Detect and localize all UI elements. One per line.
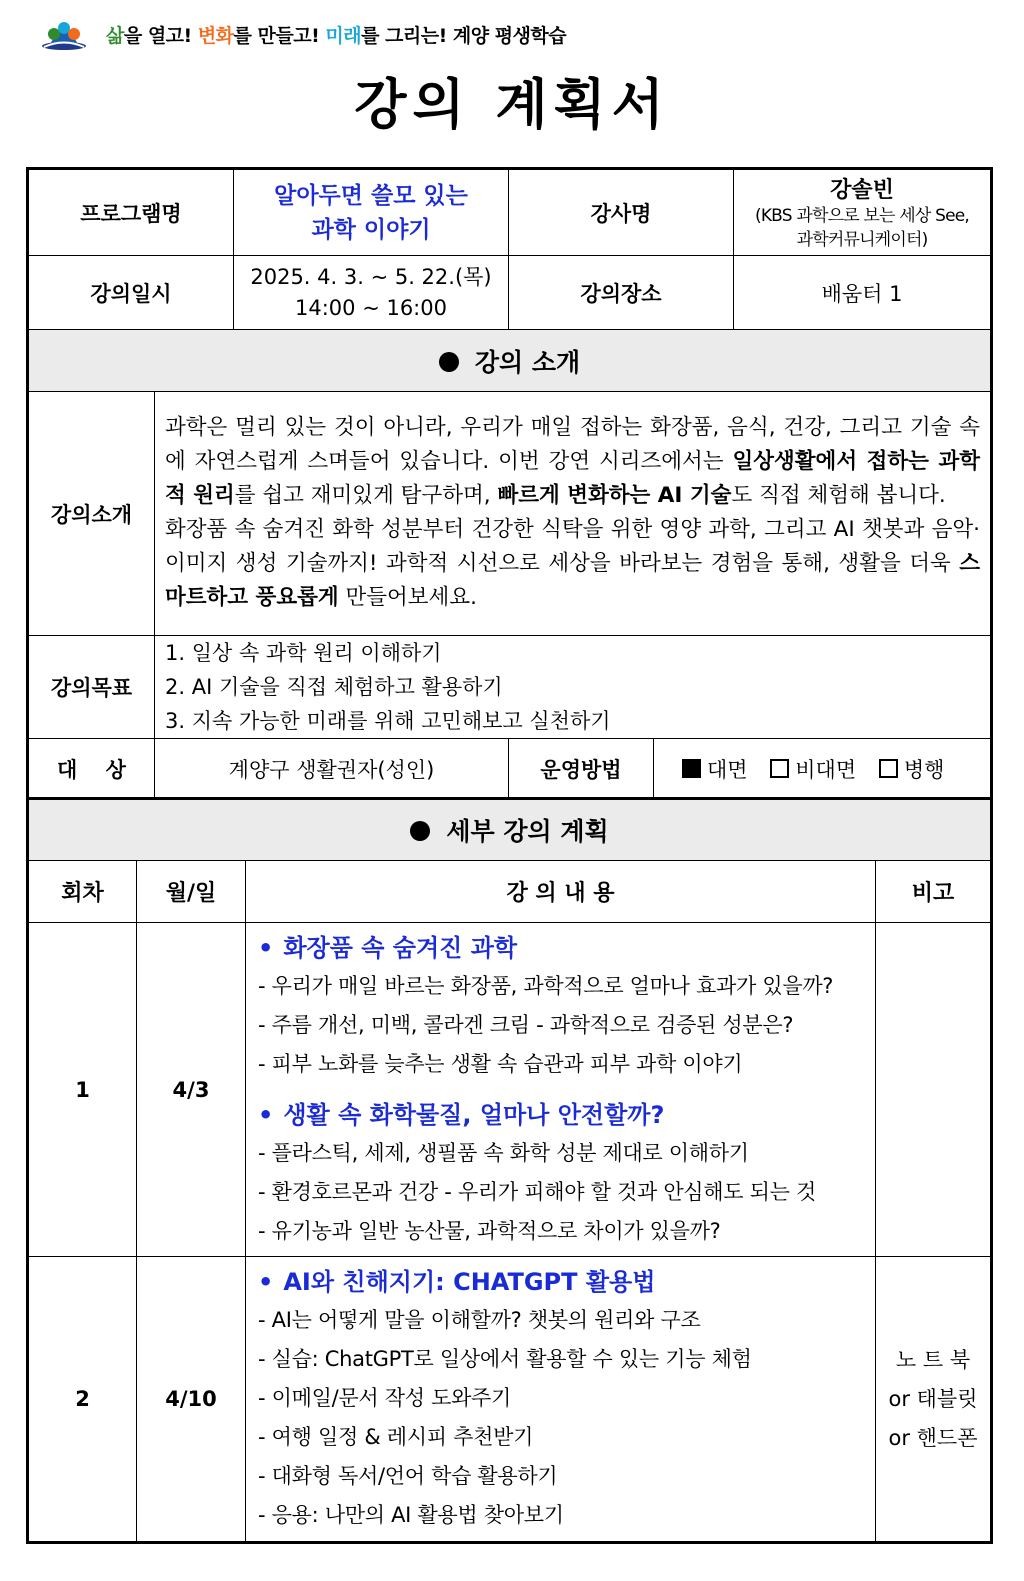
unchecked-box-icon [770,759,789,778]
topic-line: - 이메일/문서 작성 도와주기 [258,1386,512,1410]
session-date: 4/3 [137,923,246,1257]
goals-cell [155,636,992,739]
program-title-line: 알아두면 쓸모 있는 [274,182,468,209]
document-title: 강의 계획서 [354,73,670,136]
topic-line: - 우리가 매일 바르는 화장품, 과학적으로 얼마나 효과가 있을까? [258,973,834,998]
intro-text-part: 만들어보세요. [338,584,477,610]
slogan-word-life: 삶 [106,24,124,47]
slogan-part: 을 열고! [123,24,198,47]
slogan-part: 를 그리는! 계양 평생학습 [361,24,567,47]
goal-item: 3. 지속 가능한 미래를 위해 고민해보고 실천하기 [165,709,611,733]
date-value [234,256,509,330]
method-option-label: 병행 [903,757,945,782]
slogan-header [40,14,566,54]
topic-line: - 대화형 독서/언어 학습 활용하기 [258,1464,558,1488]
target-label: 대 상 [28,739,155,800]
topic-title: • 생활 속 화학물질, 얼마나 안전할까? [258,1096,865,1134]
session-number: 2 [28,1257,137,1543]
slogan-text [106,21,566,48]
instructor-affiliation: (KBS 과학으로 보는 세상 See, [754,206,970,226]
intro-emphasis: 일상생활에서 접하는 과학적 원리 [165,448,981,508]
col-header-content: 강 의 내 용 [246,861,876,923]
intro-label: 강의소개 [28,392,155,636]
session-row [28,1257,992,1543]
goal-item: 1. 일상 속 과학 원리 이해하기 [165,641,442,665]
slogan-part: 를 만들고! [233,24,326,47]
col-header-session: 회차 [28,861,137,923]
date-label: 강의일시 [28,256,234,330]
session-number: 1 [28,923,137,1257]
program-label: 프로그램명 [28,169,234,256]
spacer [258,1084,865,1096]
method-label: 운영방법 [509,739,654,800]
topic-line: - 환경호르몬과 건강 - 우리가 피해야 할 것과 안심해도 되는 것 [258,1179,816,1204]
session-note [876,923,992,1257]
goals-label: 강의목표 [28,636,155,739]
intro-emphasis: 빠르게 변화하는 AI 기술 [497,482,732,508]
method-option-label: 대면 [707,757,748,782]
slogan-word-change: 변화 [197,24,234,47]
instructor-cell [734,169,992,256]
topic-line: - AI는 어떻게 말을 이해할까? 챗봇의 원리와 구조 [258,1308,701,1332]
place-value: 배움터 1 [734,256,992,330]
intro-text-part: 도 직접 체험해 봅니다. [731,482,946,508]
date-range: 2025. 4. 3. ~ 5. 22.(목) [250,264,492,289]
note-line: or 태블릿 [888,1386,978,1411]
intro-heading-text: 강의 소개 [474,347,581,377]
goals-list [155,636,990,738]
method-option-hybrid [879,758,945,782]
time-range: 14:00 ~ 16:00 [295,295,447,320]
topic-line: - 여행 일정 & 레시피 추천받기 [258,1425,534,1449]
instructor-name: 강솔빈 [830,178,894,203]
checked-box-icon [682,759,701,778]
topic-line: - 유기농과 일반 농산물, 과학적으로 차이가 있을까? [258,1218,721,1243]
session-note [876,1257,992,1543]
plan-header-row [28,861,992,923]
topic-line: - 플라스틱, 세제, 생필품 속 화학 성분 제대로 이해하기 [258,1140,749,1165]
session-date: 4/10 [137,1257,246,1543]
intro-text-part: 화장품 속 숨겨진 화학 성분부터 건강한 식탁을 위한 영양 과학, 그리고 AI 챗봇과 음악·이미지 생성 기술까지! 과학적 시선으로 세상을 바라보는 경험을 통해, 생활을 더욱 [165,516,981,576]
target-value: 계양구 생활권자(성인) [155,739,509,800]
intro-emphasis: 스마트하고 풍요롭게 [165,550,981,610]
session-content [246,1257,876,1543]
instructor-role: 과학커뮤니케이터) [796,230,928,250]
program-title [234,169,509,256]
session-row [28,923,992,1257]
method-option-inperson [682,758,748,782]
plan-heading-text: 세부 강의 계획 [446,817,609,846]
unchecked-box-icon [879,759,898,778]
topic-title: • AI와 친해지기: CHATGPT 활용법 [258,1263,865,1301]
topic-line: - 응용: 나만의 AI 활용법 찾아보기 [258,1503,564,1527]
program-title-line: 과학 이야기 [311,216,431,243]
topic-line: - 주름 개선, 미백, 콜라겐 크림 - 과학적으로 검증된 성분은? [258,1012,794,1037]
intro-section-heading [28,330,992,392]
note-line: 노 트 북 [895,1347,971,1372]
method-option-label: 비대면 [795,757,857,782]
gyeyang-logo-icon [40,16,88,52]
slogan-word-future: 미래 [325,24,362,47]
instructor-label: 강사명 [509,169,734,256]
place-label: 강의장소 [509,256,734,330]
intro-text-cell [155,392,992,636]
topic-line: - 피부 노화를 늦추는 생활 속 습관과 피부 과학 이야기 [258,1051,743,1076]
note-line: or 핸드폰 [888,1425,978,1450]
course-info-table [26,167,993,801]
goal-item: 2. AI 기술을 직접 체험하고 활용하기 [165,675,503,699]
intro-text [155,409,990,619]
intro-text-part: 를 쉽고 재미있게 탐구하며, [234,482,498,508]
method-option-online [770,758,856,782]
method-options [654,739,992,800]
col-header-date: 월/일 [137,861,246,923]
bullet-dot-icon [439,352,459,372]
col-header-note: 비고 [876,861,992,923]
intro-text-part: 과학은 멀리 있는 것이 아니라, 우리가 매일 접하는 화장품, 음식, 건강, 그리고 기술 속에 자연스럽게 스며들어 있습니다. 이번 강연 시리즈에서는 [165,414,981,474]
plan-section-heading [28,799,992,861]
session-content [246,923,876,1257]
bullet-dot-icon [410,821,430,841]
topic-title: • 화장품 속 숨겨진 과학 [258,929,865,967]
topic-line: - 실습: ChatGPT로 일상에서 활용할 수 있는 기능 체험 [258,1347,752,1371]
lecture-plan-table [26,797,993,1544]
